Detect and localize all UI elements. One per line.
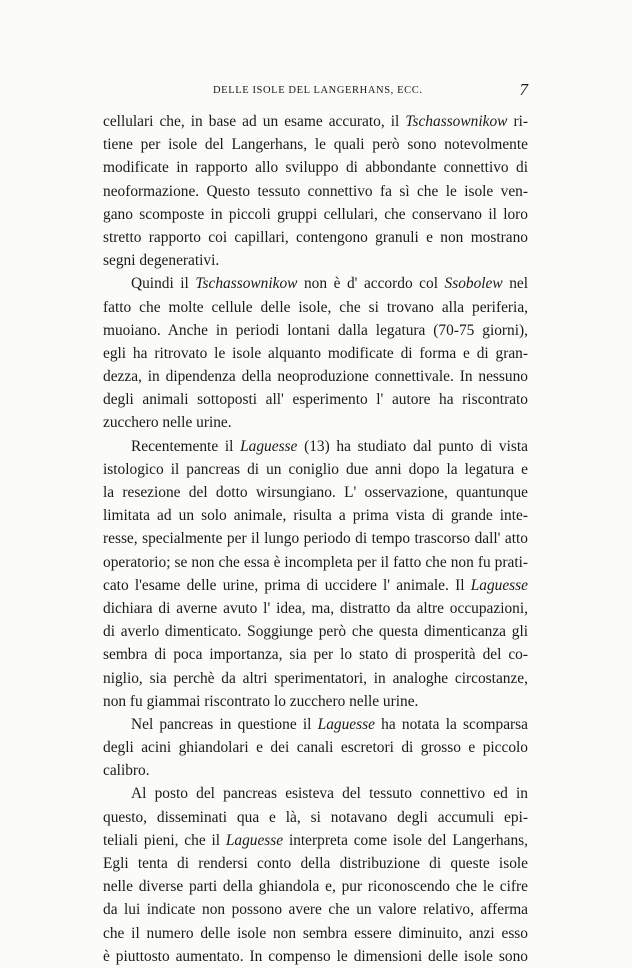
text-line: nelle diverse parti della ghiandola e, pur riconoscendo che le cifre [103,878,528,896]
text-line: istologico il pancreas di un coniglio due anni dopo la legatura e [103,460,528,478]
text-line: zucchero nelle urine. [103,414,232,432]
text-line: muoiano. Anche in periodi lontani dalla legatura (70-75 giorni), [103,321,528,339]
running-head: DELLE ISOLE DEL LANGERHANS, ECC. [213,85,423,96]
text-line: dichiara di averne avuto l' idea, ma, distratto da altre occupazioni, [103,599,528,617]
text-line: Quindi il Tschassownikow non è d' accordo col Ssobolew nel [131,275,528,293]
text-line: Nel pancreas in questione il Laguesse ha notata la scomparsa [131,715,528,733]
text-line: non fu giammai riscontrato lo zucchero nelle urine. [103,692,419,710]
text-line: fatto che molte cellule delle isole, che si trovano alla periferia, [103,298,528,316]
text-line: è piuttosto aumentato. In compenso le dimensioni delle isole sono [103,947,528,965]
text-line: la resezione del dotto wirsungiano. L' osservazione, quantunque [103,484,528,501]
text-line: di averlo dimenticato. Soggiunge però che questa dimenticanza gli [103,623,528,641]
text-line: che il numero delle isole non sembra essere diminuito, anzi esso [103,924,528,942]
text-line: egli ha ritrovato le isole alquanto modificate di forma e di gran- [103,344,528,362]
text-line: gano scomposte in piccoli gruppi cellulari, che conservano il loro [103,205,528,223]
text-line: cellulari che, in base ad un esame accurato, il Tschassownikow ri- [103,113,528,130]
text-line: degli acini ghiandolari e dei canali escretori di grosso e piccolo [103,739,528,757]
text-line: questo, disseminati qua e là, si notavano degli accumuli epi- [103,808,528,826]
text-line: limitata ad un solo animale, risulta a prima vista di grande inte- [103,507,528,525]
text-line: segni degenerativi. [103,252,220,270]
text-line: cato l'esame delle urine, prima di uccidere l' animale. Il Laguesse [103,576,528,594]
page-number: 7 [519,80,528,99]
text-line: dezza, in dipendenza della neoproduzione connettivale. In nessuno [103,368,528,386]
body-text [103,110,528,968]
text-line: calibro. [103,762,150,780]
text-line: niglio, sia perchè da altri sperimentatori, in analoghe circostanze, [103,669,528,687]
text-line: neoformazione. Questo tessuto connettivo fa sì che le isole ven- [103,182,528,200]
text-line: Egli tenta di rendersi conto della distribuzione di queste isole [103,855,528,872]
text-line: modificate in rapporto allo sviluppo di abbondante connettivo di [103,159,528,177]
text-line: Al posto del pancreas esisteva del tessuto connettivo ed in [131,785,528,803]
text-line: Recentemente il Laguesse (13) ha studiato dal punto di vista [131,437,528,455]
text-line: sembra di poca importanza, sia per lo stato di prosperità del co- [103,646,528,664]
text-line: operatorio; se non che essa è incompleta per il fatto che non fu prati- [103,553,528,571]
text-line: tiene per isole del Langerhans, le quali però sono notevolmente [103,136,528,154]
text-line: resse, specialmente per il lungo periodo di tempo trascorso dall' atto [103,530,528,548]
text-line: teliali pieni, che il Laguesse interpreta come isole del Langerhans, [103,831,528,849]
text-line: stretto rapporto coi capillari, contengono granuli e non mostrano [103,228,528,246]
text-line: da lui indicate non possono avere che un valore relativo, afferma [103,901,528,919]
text-line: degli animali sottoposti all' esperimento l' autore ha riscontrato [103,391,528,409]
page-header [103,80,528,104]
